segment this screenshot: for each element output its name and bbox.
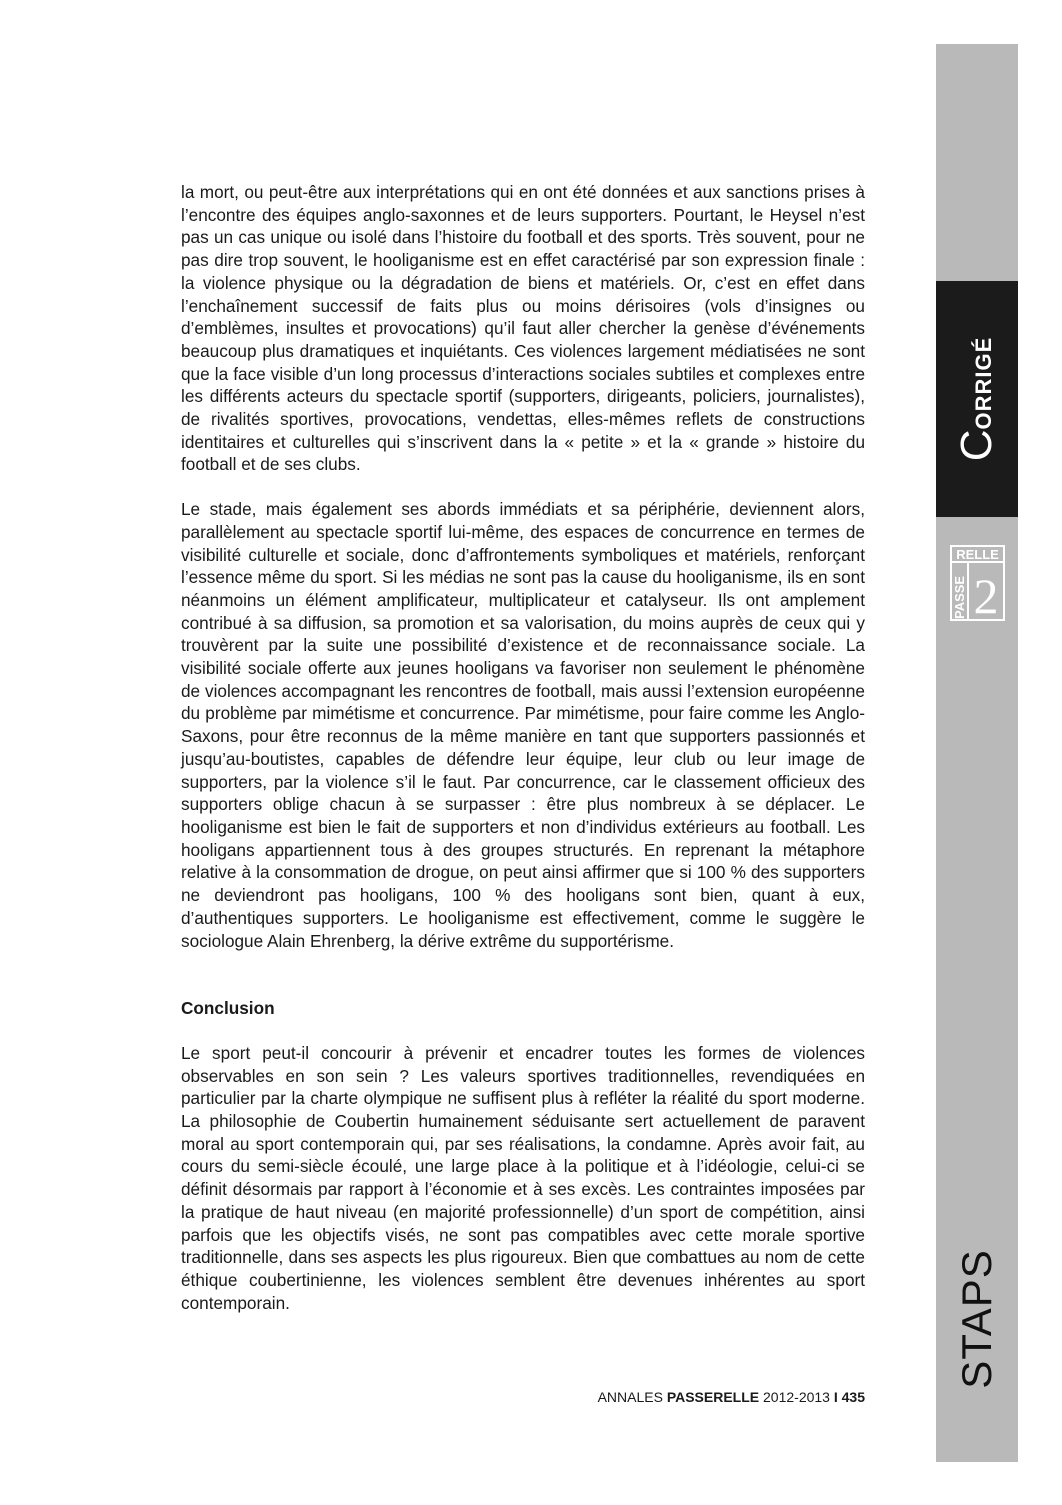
footer-brand: PASSERELLE [666,1389,760,1405]
section-label-staps: STAPS [953,1249,1000,1389]
corrige-initial: C [952,429,1001,462]
footer-separator: I [833,1389,838,1405]
page-footer [598,1389,865,1405]
footer-prefix: ANNALES [597,1389,667,1405]
paragraph-conclusion: Le sport peut-il concourir à prévenir et encadrer toutes les formes de violences observables en son sein ? Les valeurs sportives traditionnelles, revendiquées en particulier par la charte olympique ne suffisent plus à refléter la réalité du sport moderne. La philosophie de Coubertin humainement séduisante sert actuellement de paravent moral au sport contemporain qui, par ses réalisations, la condamne. Après avoir fait, au cours du semi-siècle écoulé, une large place à la politique et à l’idéologie, celui-ci se définit désormais par rapport à l’économie et à ses excès. Les contraintes imposées par la pratique de haut niveau (en majorité professionnelle) d’un sport de compétition, ainsi parfois que les objectifs visés, ne sont pas compatibles avec cette morale sportive traditionnelle, dans ses aspects les plus rigoureux. Bien que combattues au nom de cette éthique coubertinienne, les violences semblent être devenues inhérentes au sport contemporain. [181,1042,865,1313]
section-heading: Conclusion [181,998,275,1019]
paragraph-2: Le stade, mais également ses abords immédiats et sa périphérie, deviennent alors, parallèlement au spectacle sportif lui-même, des espaces de concurrence en termes de visibilité culturelle et sociale, donc d’affrontements symboliques et matériels, renforçant l’essence même du sport. Si les médias ne sont pas la cause du hooliganisme, ils en sont néanmoins un élément amplificateur, multiplicateur et catalyseur. Ils ont amplement contribué à sa diffusion, sa promotion et sa valorisation, du moins auprès de ceux qui y trouvèrent par la suite une possibilité d’existence et de reconnaissance sociale. La visibilité sociale offerte aux jeunes hooligans va favoriser non seulement le phénomène de violences accompagnant les rencontres de football, mais aussi l’extension européenne du problème par mimétisme et concurrence. Par mimétisme, pour faire comme les Anglo-Saxons, pour être reconnus de la même manière en tant que supporters passionnés et jusqu’au-boutistes, capables de défendre leur équipe, leur club ou leur image de supporters, par la violence s’il le faut. Par concurrence, car le classement officieux des supporters oblige chacun à se surpasser : être plus nombreux à se déplacer. Le hooliganisme est bien le fait de supporters et non d’individus extérieurs au football. Les hooligans appartiennent tous à des groupes structurés. En reprenant la métaphore relative à la consommation de drogue, on peut ainsi affirmer que si 100 % des supporters ne deviendront pas hooligans, 100 % des hooligans sont bien, quant à eux, d’authentiques supporters. Le hooliganisme est effectivement, comme le suggère le sociologue Alain Ehrenberg, la dérive extrême du supportérisme. [181,499,865,951]
page-number: 435 [837,1389,865,1405]
logo-number: 2 [973,568,999,621]
footer-years: 2012-2013 [759,1389,834,1405]
section-label-corrige [952,337,1002,462]
logo-top-text: RELLE [956,547,999,562]
logo-side-text: PASSE [952,575,967,619]
corrige-rest: ORRIGÉ [971,336,996,430]
paragraph-1: la mort, ou peut-être aux interprétations qui en ont été données et aux sanctions prises à l’encontre des équipes anglo-saxonnes et de leurs supporters. Pourtant, le Heysel n’est pas un cas unique ou isolé dans l’histoire du football et des sports. Très souvent, pour ne pas dire trop souvent, le hooliganisme est en effet caractérisé par son expression finale : la violence physique ou la dégradation de biens et matériels. Or, c’est en effet dans l’enchaînement successif de faits plus ou moins dérisoires (vols d’insignes ou d’emblèmes, insultes et provocations) qu’il faut aller chercher la genèse d’événements beaucoup plus dramatiques et inquiétants. Ces violences largement médiatisées ne sont que la face visible d’un long processus d’interactions sociales subtiles et complexes entre les différents acteurs du spectacle sportif (supporters, dirigeants, policiers, journalistes), de rivalités sportives, provocations, vendettas, elles-mêmes reflets de constructions identitaires et culturelles qui s’inscrivent dans la « petite » et la « grande » histoire du football et de ses clubs. [181,182,865,475]
passerelle-logo [950,545,1005,621]
page-body [181,181,865,1314]
